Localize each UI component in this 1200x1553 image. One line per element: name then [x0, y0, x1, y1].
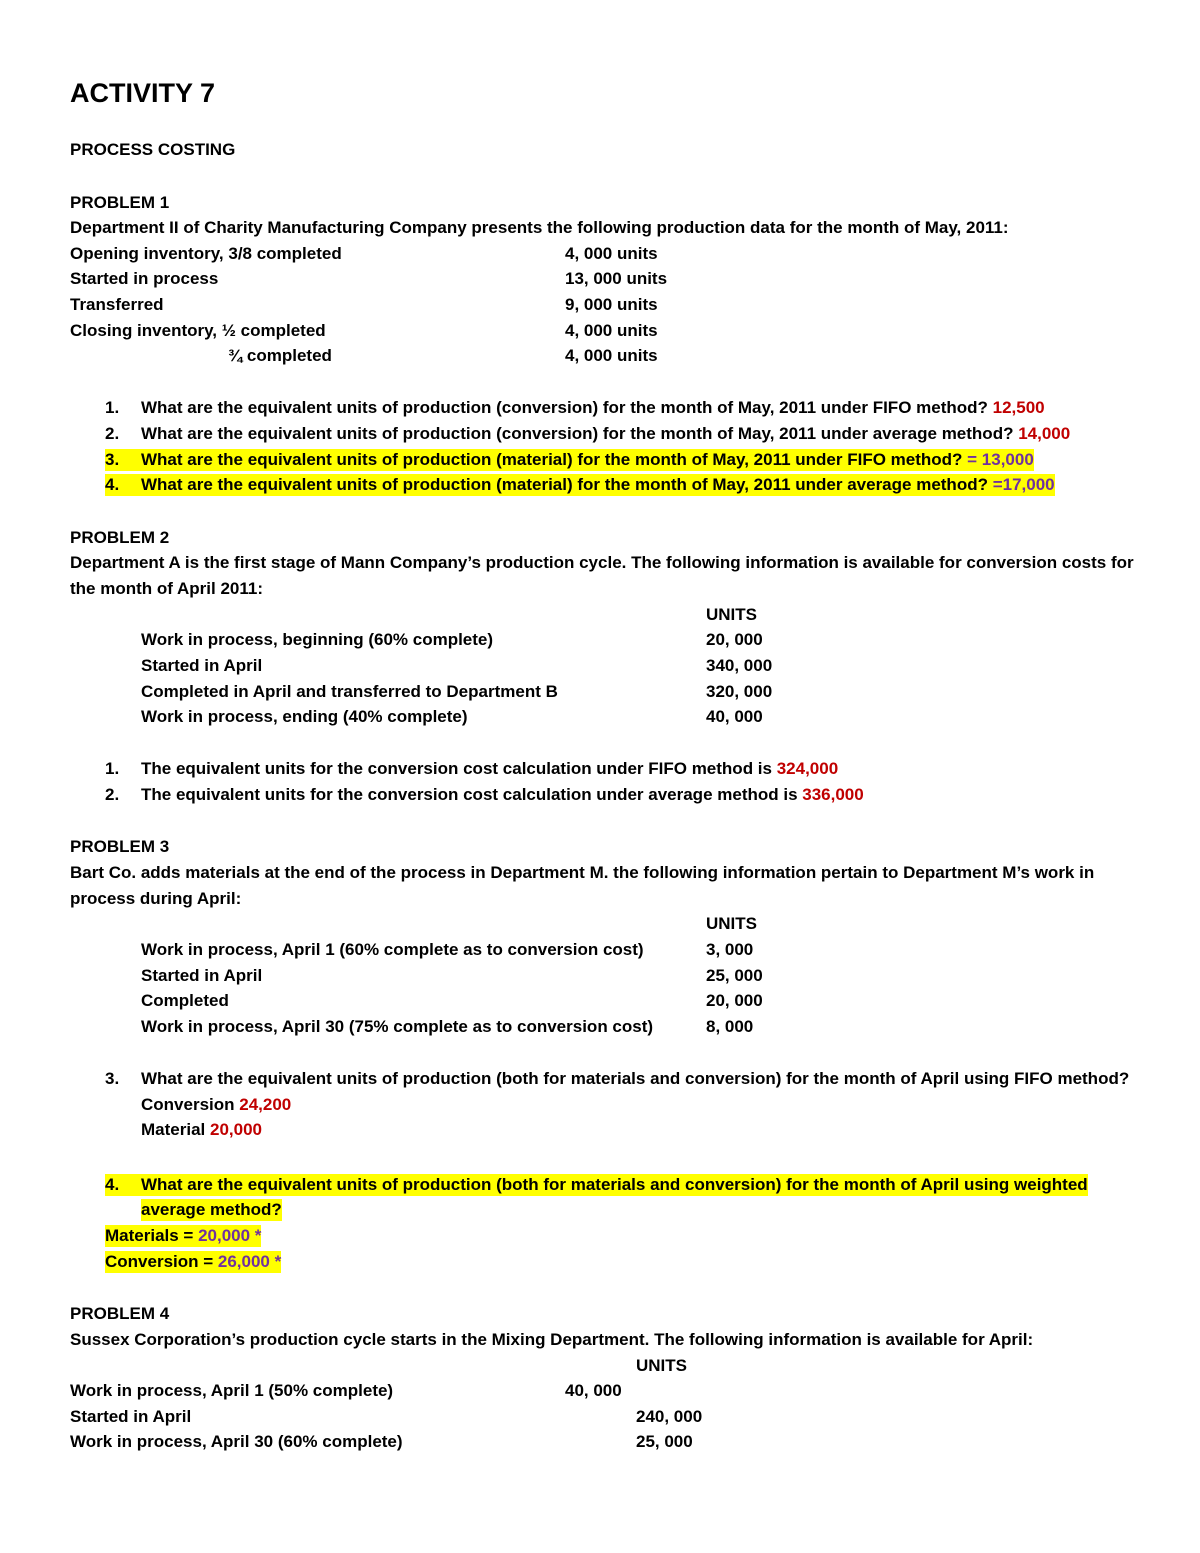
answer-value: 12,500: [992, 398, 1045, 417]
p3-row-label: Work in process, April 30 (75% complete as to conversion cost): [141, 1017, 654, 1036]
p1-row-value: 9, 000 units: [565, 295, 658, 314]
p1-question-2: [105, 423, 1070, 445]
question-number: 1.: [105, 398, 120, 417]
problem-1-heading: PROBLEM 1: [70, 193, 170, 212]
document-title: ACTIVITY 7: [70, 78, 216, 108]
p3-question-4: [105, 1174, 1088, 1196]
question-number: 2.: [105, 424, 120, 443]
answer-value: 20,000: [209, 1120, 262, 1139]
answer-value: 336,000: [802, 785, 864, 804]
p3-row-label: Completed: [141, 991, 229, 1010]
question-text: What are the equivalent units of production (both for materials and conversion) for the month of April using weighted: [141, 1175, 1088, 1194]
question-text: What are the equivalent units of production (conversion) for the month of May, 2011 under FIFO method?: [141, 398, 993, 417]
p1-row-label: ¾ completed: [228, 346, 332, 365]
p1-question-1: [105, 397, 1045, 419]
p3-q4-conversion: [105, 1251, 281, 1273]
p4-row-label: Work in process, April 30 (60% complete): [70, 1432, 403, 1451]
answer-value: 20,000 *: [198, 1226, 262, 1245]
problem-3-intro-cont: process during April:: [70, 889, 242, 908]
question-text: What are the equivalent units of production (both for materials and conversion) for the month of April using FIFO method?: [141, 1069, 1130, 1088]
p3-units-header: UNITS: [706, 914, 757, 933]
p1-row-label: Transferred: [70, 295, 164, 314]
p4-row-value: 25, 000: [636, 1432, 693, 1451]
problem-2-intro: Department A is the first stage of Mann Company’s production cycle. The following information is available for conversion costs for: [70, 553, 1134, 572]
answer-label: Conversion =: [105, 1252, 218, 1271]
p3-q4-materials: [105, 1225, 261, 1247]
question-number: 1.: [105, 759, 120, 778]
question-number: 3.: [105, 450, 120, 469]
problem-3-intro: Bart Co. adds materials at the end of the process in Department M. the following information pertain to Department M’s work in: [70, 863, 1095, 882]
answer-value: 324,000: [776, 759, 839, 778]
p3-row-label: Work in process, April 1 (60% complete as to conversion cost): [141, 940, 644, 959]
p2-question-1: [105, 758, 838, 780]
p2-units-header: UNITS: [706, 605, 757, 624]
p3-question-4-cont: average method?: [141, 1200, 282, 1219]
p1-row-value: 4, 000 units: [565, 321, 658, 340]
p2-row-label: Work in process, beginning (60% complete): [141, 630, 494, 649]
p2-row-value: 340, 000: [706, 656, 773, 675]
answer-value: 26,000 *: [217, 1252, 282, 1271]
p2-row-label: Completed in April and transferred to Department B: [141, 682, 558, 701]
question-text: The equivalent units for the conversion cost calculation under FIFO method is: [141, 759, 777, 778]
p1-row-value: 4, 000 units: [565, 346, 658, 365]
answer-label: Conversion: [141, 1095, 240, 1114]
p1-row-label: Closing inventory, ½ completed: [70, 321, 326, 340]
p1-row-value: 13, 000 units: [565, 269, 668, 288]
p3-row-value: 3, 000: [706, 940, 754, 959]
p3-question-3: [105, 1068, 1129, 1090]
p4-row-label: Work in process, April 1 (50% complete): [70, 1381, 394, 1400]
question-number: 3.: [105, 1069, 120, 1088]
question-text: What are the equivalent units of production (conversion) for the month of May, 2011 under average method?: [141, 424, 1019, 443]
p3-row-value: 20, 000: [706, 991, 763, 1010]
p4-units-header: UNITS: [636, 1356, 687, 1375]
p4-row-label: Started in April: [70, 1407, 192, 1426]
question-text: The equivalent units for the conversion cost calculation under average method is: [141, 785, 803, 804]
question-number: 2.: [105, 785, 120, 804]
p2-question-2: [105, 784, 864, 806]
p2-row-label: Work in process, ending (40% complete): [141, 707, 468, 726]
p1-row-value: 4, 000 units: [565, 244, 658, 263]
answer-label: Material: [141, 1120, 210, 1139]
answer-value: = 13,000: [967, 450, 1034, 469]
question-text: What are the equivalent units of production (material) for the month of May, 2011 under average method?: [141, 475, 993, 494]
p2-row-value: 20, 000: [706, 630, 763, 649]
question-number: 4.: [105, 1175, 120, 1194]
p1-row-label: Started in process: [70, 269, 219, 288]
p3-row-value: 8, 000: [706, 1017, 754, 1036]
p3-row-label: Started in April: [141, 966, 263, 985]
p3-q3-conversion: [141, 1094, 291, 1116]
question-text: What are the equivalent units of production (material) for the month of May, 2011 under FIFO method?: [141, 450, 968, 469]
answer-value: =17,000: [992, 475, 1055, 494]
document-subtitle: PROCESS COSTING: [70, 140, 236, 159]
p1-question-4: [105, 474, 1055, 496]
problem-2-intro-cont: the month of April 2011:: [70, 579, 264, 598]
problem-4-intro: Sussex Corporation’s production cycle starts in the Mixing Department. The following information is available for April:: [70, 1330, 1034, 1349]
answer-value: 14,000: [1018, 424, 1071, 443]
p2-row-value: 320, 000: [706, 682, 773, 701]
p2-row-label: Started in April: [141, 656, 263, 675]
problem-4-heading: PROBLEM 4: [70, 1304, 170, 1323]
problem-3-heading: PROBLEM 3: [70, 837, 170, 856]
p3-row-value: 25, 000: [706, 966, 763, 985]
p3-q3-material: [141, 1119, 262, 1141]
p4-row-value: 240, 000: [636, 1407, 703, 1426]
problem-2-heading: PROBLEM 2: [70, 528, 170, 547]
p1-row-label: Opening inventory, 3/8 completed: [70, 244, 342, 263]
question-number: 4.: [105, 475, 120, 494]
answer-label: Materials =: [105, 1226, 199, 1245]
p1-question-3: [105, 449, 1034, 471]
p4-row-value: 40, 000: [565, 1381, 622, 1400]
answer-value: 24,200: [239, 1095, 292, 1114]
p2-row-value: 40, 000: [706, 707, 763, 726]
problem-1-intro: Department II of Charity Manufacturing Company presents the following production data for the month of May, 2011:: [70, 218, 1009, 237]
